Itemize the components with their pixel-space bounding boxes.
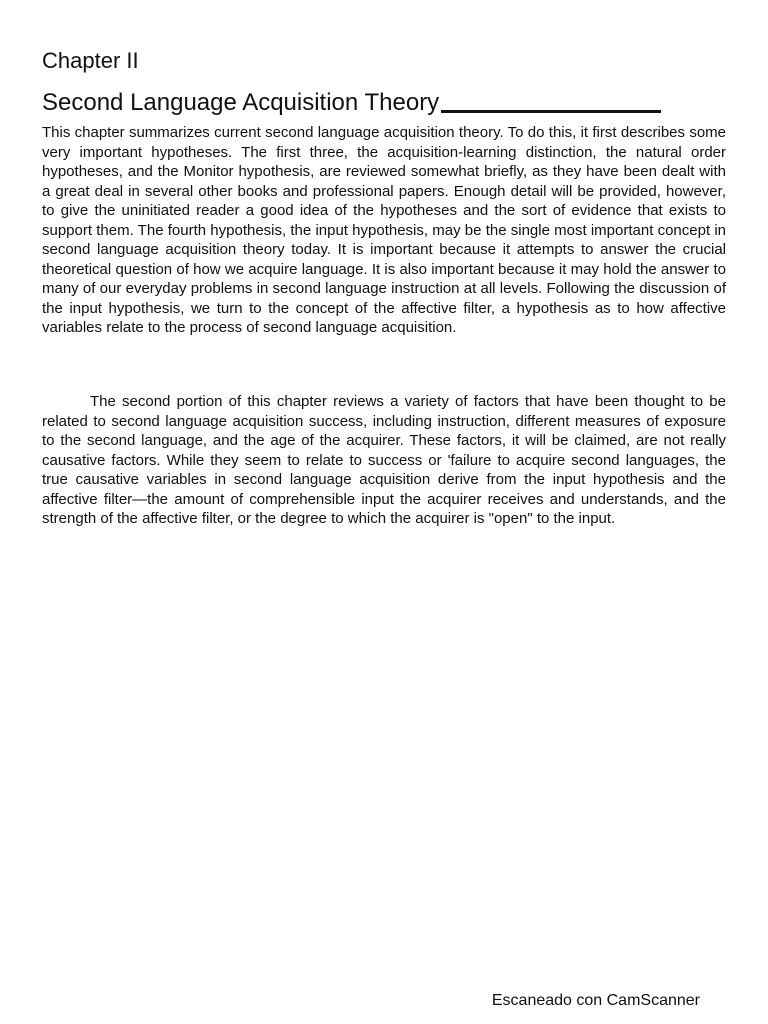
chapter-title: Second Language Acquisition Theory [42,89,440,116]
chapter-title-row [42,88,706,118]
camscanner-stamp: Escaneado con CamScanner [491,992,700,1009]
body-paragraph-1: This chapter summarizes current second language acquisition theory. To do this, it first describes some very important hypotheses. The first three, the acquisition-learning distinction, the natural order hypotheses, and the Monitor hypothesis, are reviewed somewhat briefly, as they have been dealt with a great deal in several other books and professional papers. Enough detail will be provided, however, to give the uninitiated reader a good idea of the hypotheses and the sort of evidence that exists to support them. The fourth hypothesis, the input hypothesis, may be the single most important concept in second language acquisition theory today. It is important because it attempts to answer the crucial theoretical question of how we acquire language. It is also important because it may hold the answer to many of our everyday problems in second language instruction at all levels. Following the discussion of the input hypothesis, we turn to the concept of the affective filter, a hypothesis as to how affective variables relate to the process of second language acquisition. [42,124,726,336]
body-paragraph-2: The second portion of this chapter reviews a variety of factors that have been thought to be related to second language acquisition success, including instruction, different measures of exposure to the second language, and the age of the acquirer. These factors, it will be claimed, are not really causative factors. While they seem to relate to success or 'failure to acquire second languages, the true causative variables in second language acquisition derive from the input hypothesis and the affective filter—the amount of comprehensible input the acquirer receives and understands, and the strength of the affective filter, or the degree to which the acquirer is "open" to the input. [42,393,726,527]
chapter-label: Chapter II [42,48,139,73]
title-underline-rule [441,110,661,113]
